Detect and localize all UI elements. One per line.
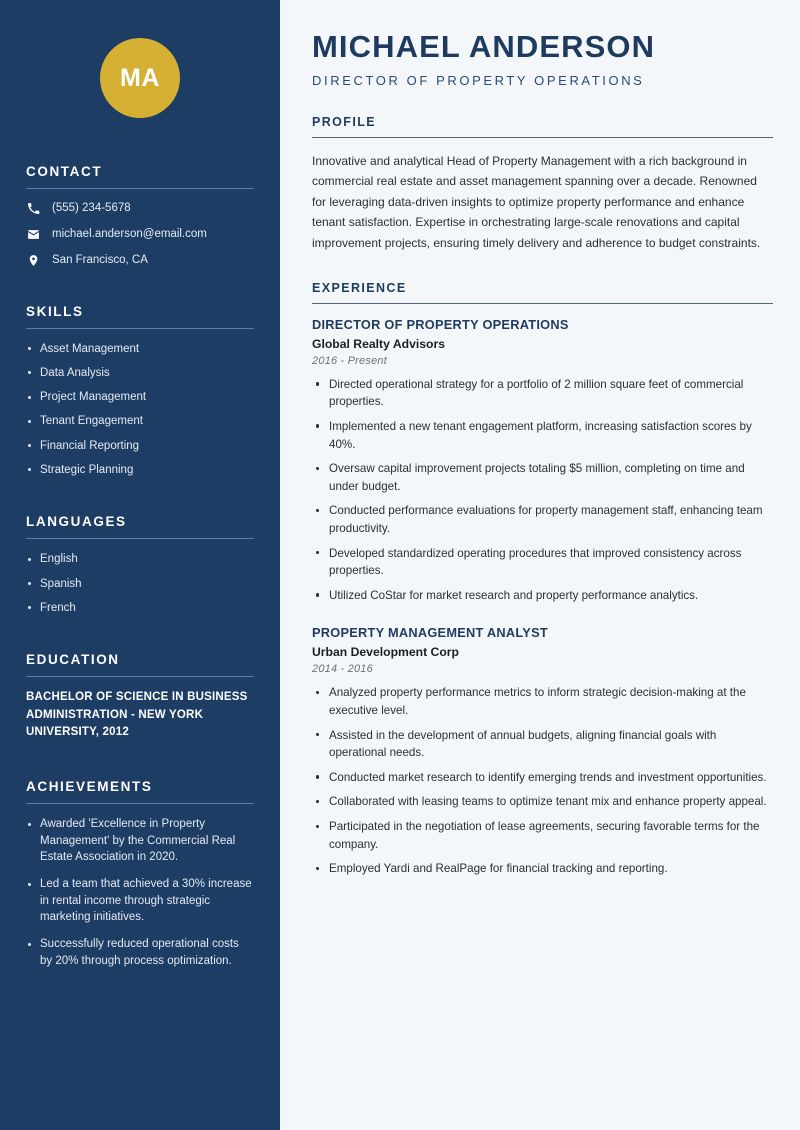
list-item: Conducted performance evaluations for property management staff, enhancing team productivity. xyxy=(312,502,773,537)
languages-section xyxy=(26,514,254,616)
list-item: Awarded 'Excellence in Property Management' by the Commercial Real Estate Association in 2020. xyxy=(26,816,254,866)
list-item: Asset Management xyxy=(26,341,254,358)
contact-list xyxy=(26,201,254,268)
sidebar xyxy=(0,0,280,1130)
avatar: MA xyxy=(100,38,180,118)
contact-item-phone[interactable] xyxy=(26,201,254,216)
achievements-heading: ACHIEVEMENTS xyxy=(26,779,153,795)
list-item: Utilized CoStar for market research and property performance analytics. xyxy=(312,587,773,605)
contact-item-location[interactable] xyxy=(26,253,254,268)
list-item: Data Analysis xyxy=(26,365,254,382)
skills-heading: SKILLS xyxy=(26,303,84,319)
avatar-container xyxy=(26,0,254,118)
job-dates: 2016 - Present xyxy=(312,354,387,367)
contact-email-value: michael.anderson@email.com xyxy=(52,227,207,240)
job-title: DIRECTOR OF PROPERTY OPERATIONS xyxy=(312,316,569,332)
list-item: Project Management xyxy=(26,389,254,406)
list-item: Developed standardized operating procedures that improved consistency across properties. xyxy=(312,545,773,580)
main-content xyxy=(280,0,800,1130)
contact-item-email[interactable] xyxy=(26,227,254,242)
envelope-icon xyxy=(26,227,40,241)
profile-text: Innovative and analytical Head of Property Management with a rich background in commercial real estate and asset management spanning over a decade. Renowned for leveraging data-driven insights to optimize property performance and enhance tenant satisfaction. Expertise in orchestrating large-scale renovations and capital improvement projects, ensuring timely delivery and adherence to budget constraints. xyxy=(312,153,761,251)
list-item: Tenant Engagement xyxy=(26,413,254,430)
list-item: Directed operational strategy for a portfolio of 2 million square feet of commercial properties. xyxy=(312,376,773,411)
education-heading: EDUCATION xyxy=(26,652,120,668)
list-item: Financial Reporting xyxy=(26,438,254,455)
list-item: Strategic Planning xyxy=(26,462,254,479)
job-bullet-list xyxy=(312,684,773,877)
list-item: Successfully reduced operational costs by 20% through process optimization. xyxy=(26,936,254,969)
list-item: French xyxy=(26,600,254,617)
job-company: Urban Development Corp xyxy=(312,645,459,660)
experience-entry xyxy=(312,625,773,877)
contact-phone-value: (555) 234-5678 xyxy=(52,202,131,214)
list-item: Analyzed property performance metrics to inform strategic decision-making at the executive level. xyxy=(312,684,773,719)
skills-list xyxy=(26,341,254,479)
profile-heading: PROFILE xyxy=(312,114,376,129)
list-item: Employed Yardi and RealPage for financial tracking and reporting. xyxy=(312,860,773,878)
experience-heading: EXPERIENCE xyxy=(312,280,407,295)
profile-divider xyxy=(312,137,773,138)
languages-list xyxy=(26,551,254,616)
languages-heading: LANGUAGES xyxy=(26,514,127,530)
list-item: Participated in the negotiation of lease agreements, securing favorable terms for the company. xyxy=(312,818,773,853)
achievements-list xyxy=(26,816,254,969)
contact-section xyxy=(26,164,254,268)
list-item: Assisted in the development of annual budgets, aligning financial goals with operational needs. xyxy=(312,727,773,762)
list-item: English xyxy=(26,551,254,568)
achievements-section xyxy=(26,779,254,969)
skills-divider xyxy=(26,328,254,329)
list-item: Led a team that achieved a 30% increase in rental income through strategic marketing initiatives. xyxy=(26,876,254,926)
achievements-divider xyxy=(26,803,254,804)
job-title: PROPERTY MANAGEMENT ANALYST xyxy=(312,625,548,641)
job-bullet-list xyxy=(312,376,773,605)
experience-divider xyxy=(312,303,773,304)
job-role-subtitle: DIRECTOR OF PROPERTY OPERATIONS xyxy=(312,72,645,88)
list-item: Implemented a new tenant engagement platform, increasing satisfaction scores by 40%. xyxy=(312,418,773,453)
education-section xyxy=(26,652,254,741)
education-divider xyxy=(26,676,254,677)
phone-icon xyxy=(26,201,40,215)
list-item: Spanish xyxy=(26,576,254,593)
list-item: Oversaw capital improvement projects totaling $5 million, completing on time and under budget. xyxy=(312,460,773,495)
job-dates: 2014 - 2016 xyxy=(312,663,373,676)
contact-heading: CONTACT xyxy=(26,164,103,179)
skills-section xyxy=(26,304,254,479)
contact-divider xyxy=(26,188,254,189)
languages-divider xyxy=(26,538,254,539)
profile-section xyxy=(312,115,773,254)
education-entry: BACHELOR OF SCIENCE IN BUSINESS ADMINISTRATION - NEW YORK UNIVERSITY, 2012 xyxy=(26,691,248,738)
job-company: Global Realty Advisors xyxy=(312,336,445,351)
experience-entry xyxy=(312,317,773,605)
page-title: MICHAEL ANDERSON xyxy=(312,29,656,64)
location-pin-icon xyxy=(26,253,40,267)
list-item: Conducted market research to identify emerging trends and investment opportunities. xyxy=(312,769,773,787)
list-item: Collaborated with leasing teams to optimize tenant mix and enhance property appeal. xyxy=(312,793,773,811)
experience-section xyxy=(312,281,773,878)
contact-location-value: San Francisco, CA xyxy=(52,253,148,266)
